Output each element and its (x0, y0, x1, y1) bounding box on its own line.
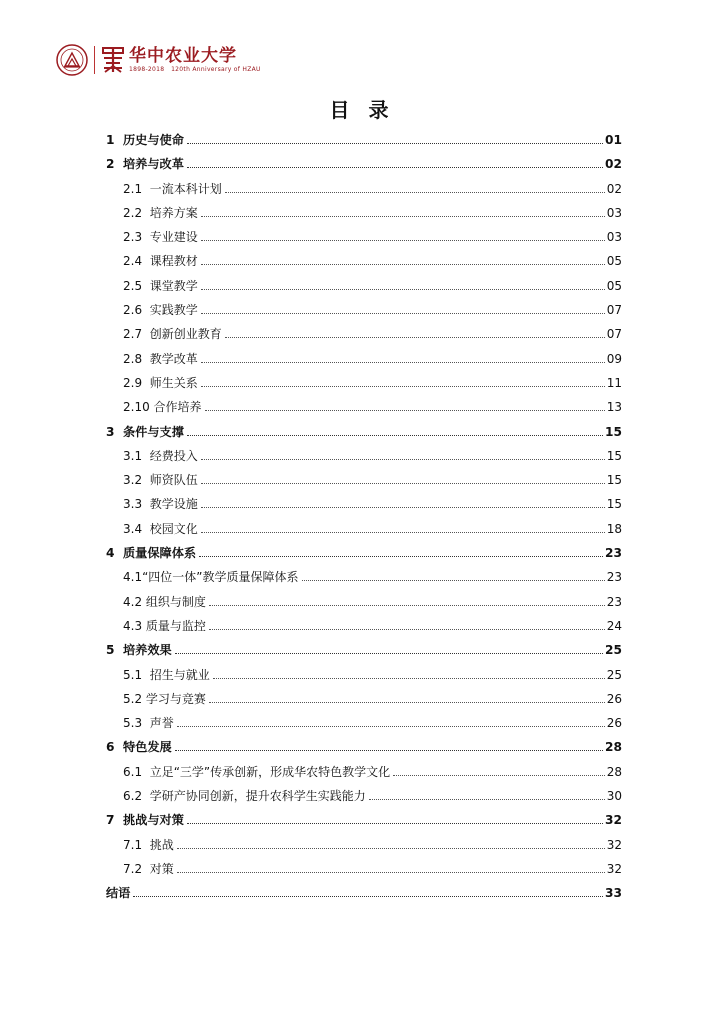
header-divider (94, 46, 95, 74)
toc-entry-number: 4.1 (123, 570, 143, 585)
toc-entry[interactable] (106, 152, 622, 176)
university-name-block (129, 46, 261, 74)
toc-dot-leader (201, 507, 605, 508)
toc-entry-title: 条件与支撑 (122, 424, 184, 439)
toc-dot-leader (133, 896, 603, 897)
toc-dot-leader (187, 435, 603, 436)
toc-dot-leader (187, 167, 603, 168)
page-title: 目 录 (329, 98, 395, 122)
toc-entry-page: 05 (606, 254, 622, 269)
toc-entry-number: 6 (106, 740, 123, 755)
table-of-contents (106, 128, 622, 906)
toc-entry[interactable] (106, 249, 622, 273)
toc-entry[interactable] (106, 711, 622, 735)
toc-dot-leader (187, 143, 603, 144)
toc-entry[interactable] (106, 468, 622, 492)
university-name: 华中农业大学 (129, 46, 237, 66)
toc-entry-number: 2.3 (123, 230, 150, 245)
toc-dot-leader (177, 872, 605, 873)
toc-entry-page: 01 (605, 133, 622, 147)
toc-entry-page: 26 (606, 691, 622, 706)
toc-entry-number: 7.2 (123, 861, 150, 876)
years: 1898-2018 (129, 66, 165, 73)
toc-entry-number: 2.1 (123, 181, 150, 196)
toc-dot-leader (201, 216, 605, 217)
toc-dot-leader (201, 264, 605, 265)
toc-entry[interactable] (106, 298, 622, 322)
toc-entry[interactable] (106, 663, 622, 687)
toc-entry-number: 6.1 (123, 764, 150, 779)
toc-entry[interactable] (106, 881, 622, 905)
toc-entry-page: 23 (605, 546, 622, 561)
toc-entry-page: 32 (606, 837, 622, 852)
toc-entry-number: 2.9 (123, 375, 150, 390)
toc-entry-title: 创新创业教育 (149, 327, 222, 342)
toc-entry-number: 3.3 (123, 497, 150, 512)
toc-entry-page: 28 (606, 764, 622, 779)
toc-entry-number: 2.10 (123, 400, 154, 415)
toc-dot-leader (201, 362, 605, 363)
toc-entry-title: 培养与改革 (122, 157, 184, 172)
toc-dot-leader (201, 289, 605, 290)
toc-entry-title: 学习与竞赛 (145, 691, 206, 706)
toc-dot-leader (199, 556, 603, 557)
toc-entry-page: 15 (606, 473, 622, 488)
toc-entry-number: 5.1 (123, 667, 150, 682)
toc-entry-number: 2.8 (123, 351, 150, 366)
toc-entry-page: 09 (606, 351, 622, 366)
toc-entry-number: 3 (106, 424, 123, 439)
toc-entry-number: 4.2 (123, 594, 146, 609)
toc-entry-number: 5.2 (123, 691, 146, 706)
toc-entry[interactable] (106, 833, 622, 857)
toc-entry-number: 4.3 (123, 618, 146, 633)
toc-entry-title: 特色发展 (122, 740, 172, 755)
toc-entry[interactable] (106, 444, 622, 468)
toc-entry-number: 5.3 (123, 716, 150, 731)
toc-entry-title: 教学改革 (149, 351, 198, 366)
toc-entry[interactable] (106, 128, 622, 152)
toc-entry-page: 03 (606, 205, 622, 220)
toc-entry-page: 05 (606, 278, 622, 293)
toc-entry-page: 15 (606, 497, 622, 512)
toc-entry[interactable] (106, 225, 622, 249)
toc-entry-title: 合作培养 (153, 400, 202, 415)
toc-entry-number: 2.2 (123, 205, 150, 220)
toc-entry[interactable] (106, 857, 622, 881)
toc-entry-title: 组织与制度 (145, 594, 206, 609)
toc-dot-leader (209, 605, 605, 606)
toc-dot-leader (205, 410, 605, 411)
toc-entry-title: 师资队伍 (149, 473, 198, 488)
toc-entry-title: 结语 (106, 886, 131, 901)
toc-entry-page: 11 (606, 375, 622, 390)
toc-entry[interactable] (106, 177, 622, 201)
toc-dot-leader (187, 823, 603, 824)
toc-entry-number: 7 (106, 813, 123, 828)
toc-entry[interactable] (106, 614, 622, 638)
toc-entry[interactable] (106, 590, 622, 614)
toc-entry-number: 3.2 (123, 473, 150, 488)
university-seal-icon (56, 44, 88, 76)
toc-dot-leader (201, 240, 605, 241)
toc-entry-title: 质量保障体系 (122, 546, 197, 561)
toc-dot-leader (225, 337, 605, 338)
toc-dot-leader (225, 192, 605, 193)
toc-entry-title: 声誉 (149, 716, 174, 731)
university-header (56, 42, 261, 78)
toc-entry-page: 32 (605, 813, 622, 828)
toc-entry-page: 15 (605, 424, 622, 439)
toc-entry[interactable] (106, 322, 622, 346)
toc-dot-leader (302, 580, 605, 581)
toc-entry-number: 6.2 (123, 789, 150, 804)
toc-dot-leader (175, 653, 603, 654)
toc-entry-number: 2.5 (123, 278, 150, 293)
toc-entry-title: 培养方案 (149, 205, 198, 220)
toc-entry-page: 30 (606, 789, 622, 804)
toc-dot-leader (177, 848, 605, 849)
toc-entry-number: 1 (106, 133, 123, 147)
toc-entry-title: 师生关系 (149, 375, 198, 390)
toc-entry-title: 课程教材 (149, 254, 198, 269)
toc-entry-title: 对策 (149, 861, 174, 876)
toc-entry-title: 质量与监控 (145, 618, 206, 633)
toc-entry[interactable] (106, 347, 622, 371)
toc-entry-title: 实践教学 (149, 303, 198, 318)
toc-dot-leader (209, 702, 605, 703)
toc-dot-leader (201, 459, 605, 460)
toc-dot-leader (201, 483, 605, 484)
toc-dot-leader (213, 678, 605, 679)
toc-entry-page: 07 (606, 327, 622, 342)
toc-entry-page: 32 (606, 861, 622, 876)
toc-entry-title: 立足“三学”传承创新，形成华农特色教学文化 (149, 764, 391, 779)
toc-entry-title: 专业建设 (149, 230, 198, 245)
toc-entry-title: “四位一体”教学质量保障体系 (142, 570, 299, 585)
toc-entry-title: 学研产协同创新，提升农科学生实践能力 (149, 789, 366, 804)
toc-entry-title: 教学设施 (149, 497, 198, 512)
toc-entry-title: 一流本科计划 (149, 181, 222, 196)
toc-entry-title: 校园文化 (149, 521, 198, 536)
toc-entry-page: 26 (606, 716, 622, 731)
toc-entry-page: 23 (606, 594, 622, 609)
toc-dot-leader (177, 726, 605, 727)
university-logo-icon (101, 46, 125, 74)
toc-entry-title: 课堂教学 (149, 278, 198, 293)
toc-entry-number: 2.7 (123, 327, 150, 342)
toc-entry[interactable] (106, 395, 622, 419)
toc-entry[interactable] (106, 274, 622, 298)
toc-entry[interactable] (106, 420, 622, 444)
anniversary-text: 120th Anniversary of HZAU (171, 66, 261, 73)
toc-entry-page: 02 (606, 181, 622, 196)
toc-entry-title: 经费投入 (149, 448, 198, 463)
toc-entry-number: 5 (106, 643, 123, 658)
toc-entry[interactable] (106, 492, 622, 516)
toc-entry[interactable] (106, 808, 622, 832)
toc-entry[interactable] (106, 784, 622, 808)
toc-dot-leader (201, 313, 605, 314)
toc-dot-leader (369, 799, 605, 800)
toc-entry-number: 3.4 (123, 521, 150, 536)
toc-entry-title: 历史与使命 (122, 133, 184, 147)
toc-entry[interactable] (106, 687, 622, 711)
toc-entry-number: 2.4 (123, 254, 150, 269)
toc-entry-page: 02 (605, 157, 622, 172)
toc-entry-page: 15 (606, 448, 622, 463)
toc-entry[interactable] (106, 371, 622, 395)
toc-entry-page: 23 (606, 570, 622, 585)
toc-entry-number: 2 (106, 157, 123, 172)
toc-entry[interactable] (106, 517, 622, 541)
toc-entry-number: 2.6 (123, 303, 150, 318)
toc-entry-page: 25 (605, 643, 622, 658)
toc-entry[interactable] (106, 201, 622, 225)
toc-dot-leader (175, 750, 603, 751)
toc-dot-leader (209, 629, 605, 630)
anniversary-line (129, 66, 261, 74)
toc-entry-title: 招生与就业 (149, 667, 210, 682)
toc-entry-page: 24 (606, 618, 622, 633)
toc-entry-title: 挑战与对策 (122, 813, 184, 828)
toc-dot-leader (201, 386, 605, 387)
toc-entry[interactable] (106, 638, 622, 662)
toc-entry-page: 03 (606, 230, 622, 245)
toc-entry[interactable] (106, 735, 622, 759)
toc-entry-number: 7.1 (123, 837, 150, 852)
toc-entry-page: 33 (605, 886, 622, 901)
toc-entry-number: 3.1 (123, 448, 150, 463)
toc-entry-page: 28 (605, 740, 622, 755)
toc-entry-page: 18 (606, 521, 622, 536)
toc-entry[interactable] (106, 565, 622, 589)
toc-entry-page: 07 (606, 303, 622, 318)
toc-dot-leader (393, 775, 605, 776)
toc-entry-page: 13 (606, 400, 622, 415)
toc-entry-number: 4 (106, 546, 123, 561)
toc-dot-leader (201, 532, 605, 533)
toc-entry-page: 25 (606, 667, 622, 682)
toc-entry[interactable] (106, 541, 622, 565)
toc-entry-title: 挑战 (149, 837, 174, 852)
toc-entry-title: 培养效果 (122, 643, 172, 658)
toc-entry[interactable] (106, 760, 622, 784)
